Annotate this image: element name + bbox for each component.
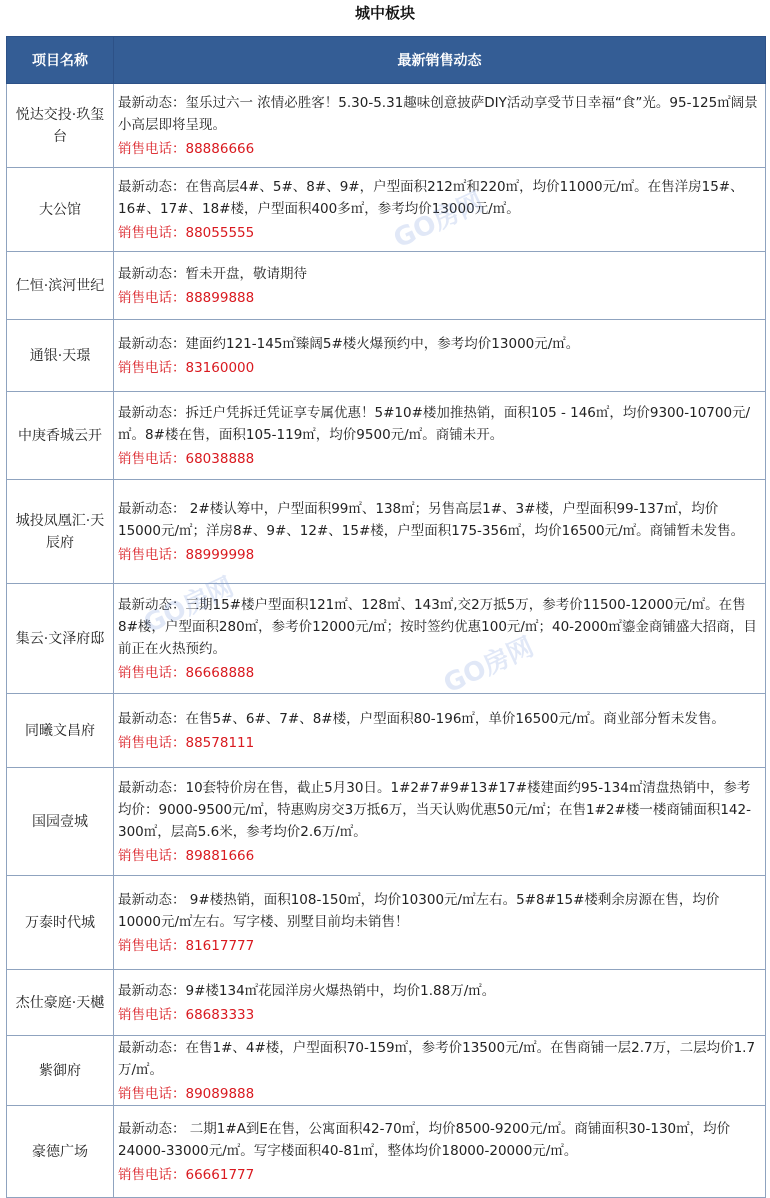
sales-info-cell	[114, 480, 766, 584]
sales-info-cell	[114, 1106, 766, 1198]
watermark: GO房网	[439, 632, 539, 700]
latest-news: 最新动态：10套特价房在售，截止5月30日。1#2#7#9#13#17#楼建面约95-134㎡清盘热销中，参考均价：9000-9500元/㎡，特惠购房交3万抵6万，当天认购优惠50元/㎡；在售1#2#楼一楼商铺面积142-300㎡，层高5.6米，参考均价2.6万/㎡。	[118, 779, 751, 840]
sales-info-cell	[114, 694, 766, 768]
sales-phone-label: 销售电话：	[118, 224, 186, 241]
sales-phone	[118, 544, 761, 566]
latest-news: 最新动态：三期15#楼户型面积121㎡、128㎡、143㎡,交2万抵5万，参考价11500-12000元/㎡。在售8#楼，户型面积280㎡，参考价12000元/㎡；按时签约优惠100元/㎡；40-2000㎡鎏金商铺盛大招商，目前正在火热预约。	[118, 596, 757, 657]
sales-phone	[118, 287, 761, 309]
latest-news: 最新动态：玺乐过六一 浓情必胜客！5.30-5.31趣味创意披萨DIY活动享受节日幸福“食”光。95-125㎡阔景小高层即将呈现。	[118, 94, 758, 133]
sales-phone	[118, 845, 761, 867]
project-name: 同曦文昌府	[7, 694, 114, 768]
sales-phone-label: 销售电话：	[118, 359, 186, 376]
sales-phone-number: 89089888	[185, 1085, 255, 1102]
project-name: 杰仕豪庭·天樾	[7, 970, 114, 1036]
sales-info-cell	[114, 320, 766, 392]
sales-phone	[118, 1083, 761, 1105]
column-header-news: 最新销售动态	[114, 37, 766, 84]
sales-phone-number: 83160000	[185, 359, 255, 376]
project-name: 仁恒·滨河世纪	[7, 252, 114, 320]
latest-news: 最新动态：9#楼134㎡花园洋房火爆热销中，均价1.88万/㎡。	[118, 982, 496, 999]
table-row	[7, 1106, 766, 1198]
project-name: 国园壹城	[7, 768, 114, 876]
project-name: 万泰时代城	[7, 876, 114, 970]
table-row	[7, 1036, 766, 1106]
latest-news: 最新动态：暂未开盘，敬请期待	[118, 265, 307, 282]
table-row	[7, 694, 766, 768]
latest-news: 最新动态：在售1#、4#楼，户型面积70-159㎡，参考价13500元/㎡。在售商铺一层2.7万，二层均价1.7万/㎡。	[118, 1039, 756, 1078]
sales-phone-label: 销售电话：	[118, 450, 186, 467]
project-name: 悦达交投·玖玺台	[7, 84, 114, 168]
table-row	[7, 970, 766, 1036]
project-name: 中庚香城云开	[7, 392, 114, 480]
project-name: 通银·天璟	[7, 320, 114, 392]
sales-phone-number: 88899888	[185, 289, 255, 306]
sales-phone-number: 81617777	[185, 937, 255, 954]
project-name: 大公馆	[7, 168, 114, 252]
projects-table	[6, 36, 766, 1198]
sales-phone-number: 89881666	[185, 847, 255, 864]
page-title: 城中板块	[354, 4, 415, 22]
sales-phone	[118, 1164, 761, 1186]
table-row	[7, 876, 766, 970]
table-row	[7, 480, 766, 584]
sales-phone	[118, 662, 761, 684]
table-row	[7, 84, 766, 168]
sales-phone	[118, 448, 761, 470]
sales-phone	[118, 222, 761, 244]
column-header-name: 项目名称	[7, 37, 114, 84]
sales-info-cell	[114, 584, 766, 694]
sales-phone-number: 88999998	[185, 546, 255, 563]
sales-phone-label: 销售电话：	[118, 546, 186, 563]
sales-phone-number: 66661777	[185, 1166, 255, 1183]
sales-phone-number: 88578111	[185, 734, 255, 751]
sales-phone-number: 68683333	[185, 1006, 255, 1023]
sales-phone-label: 销售电话：	[118, 140, 186, 157]
sales-phone-number: 88886666	[185, 140, 255, 157]
project-name: 紫御府	[7, 1036, 114, 1106]
sales-phone-label: 销售电话：	[118, 1006, 186, 1023]
sales-phone	[118, 732, 761, 754]
latest-news: 最新动态：建面约121-145㎡臻阔5#楼火爆预约中，参考均价13000元/㎡。	[118, 335, 580, 352]
sales-info-cell	[114, 392, 766, 480]
project-name: 集云·文泽府邸	[7, 584, 114, 694]
latest-news: 最新动态： 2#楼认筹中，户型面积99㎡、138㎡；另售高层1#、3#楼，户型面积99-137㎡，均价15000元/㎡；洋房8#、9#、12#、15#楼，户型面积175-356㎡，均价16500元/㎡。商铺暂未发售。	[118, 500, 745, 539]
sales-phone-label: 销售电话：	[118, 664, 186, 681]
sales-info-cell	[114, 876, 766, 970]
sales-phone	[118, 138, 761, 160]
sales-info-cell	[114, 970, 766, 1036]
sales-phone-label: 销售电话：	[118, 937, 186, 954]
sales-phone	[118, 1004, 761, 1026]
sales-info-cell	[114, 768, 766, 876]
sales-phone-label: 销售电话：	[118, 1085, 186, 1102]
table-row	[7, 584, 766, 694]
latest-news: 最新动态：拆迁户凭拆迁凭证享专属优惠！5#10#楼加推热销，面积105 - 146㎡，均价9300-10700元/㎡。8#楼在售，面积105-119㎡，均价9500元/㎡。商铺未开。	[118, 404, 751, 443]
sales-phone-label: 销售电话：	[118, 847, 186, 864]
table-row	[7, 168, 766, 252]
sales-phone-label: 销售电话：	[118, 734, 186, 751]
sales-phone-label: 销售电话：	[118, 1166, 186, 1183]
sales-info-cell	[114, 1036, 766, 1106]
sales-phone-number: 68038888	[185, 450, 255, 467]
table-body	[7, 84, 766, 1198]
sales-phone	[118, 935, 761, 957]
watermark: GO房网	[139, 572, 239, 640]
table-row	[7, 320, 766, 392]
table-row	[7, 392, 766, 480]
sales-phone	[118, 357, 761, 379]
project-name: 城投凤凰汇·天辰府	[7, 480, 114, 584]
watermark: GO房网	[389, 187, 489, 255]
table-header-row	[7, 37, 766, 84]
latest-news: 最新动态： 二期1#A到E在售，公寓面积42-70㎡，均价8500-9200元/㎡。商铺面积30-130㎡，均价24000-33000元/㎡。写字楼面积40-81㎡，整体均价18000-20000元/㎡。	[118, 1120, 731, 1159]
sales-phone-number: 88055555	[185, 224, 255, 241]
latest-news: 最新动态：在售5#、6#、7#、8#楼，户型面积80-196㎡，单价16500元/㎡。商业部分暂未发售。	[118, 710, 725, 727]
sales-phone-number: 86668888	[185, 664, 255, 681]
sales-info-cell	[114, 84, 766, 168]
latest-news: 最新动态：在售高层4#、5#、8#、9#，户型面积212㎡和220㎡，均价11000元/㎡。在售洋房15#、16#、17#、18#楼，户型面积400多㎡，参考均价13000元/㎡。	[118, 178, 744, 217]
sales-phone-label: 销售电话：	[118, 289, 186, 306]
latest-news: 最新动态： 9#楼热销，面积108-150㎡，均价10300元/㎡左右。5#8#15#楼剩余房源在售，均价10000元/㎡左右。写字楼、别墅目前均未销售！	[118, 891, 720, 930]
sales-info-cell	[114, 252, 766, 320]
table-row	[7, 252, 766, 320]
project-name: 豪德广场	[7, 1106, 114, 1198]
table-row	[7, 768, 766, 876]
sales-info-cell	[114, 168, 766, 252]
